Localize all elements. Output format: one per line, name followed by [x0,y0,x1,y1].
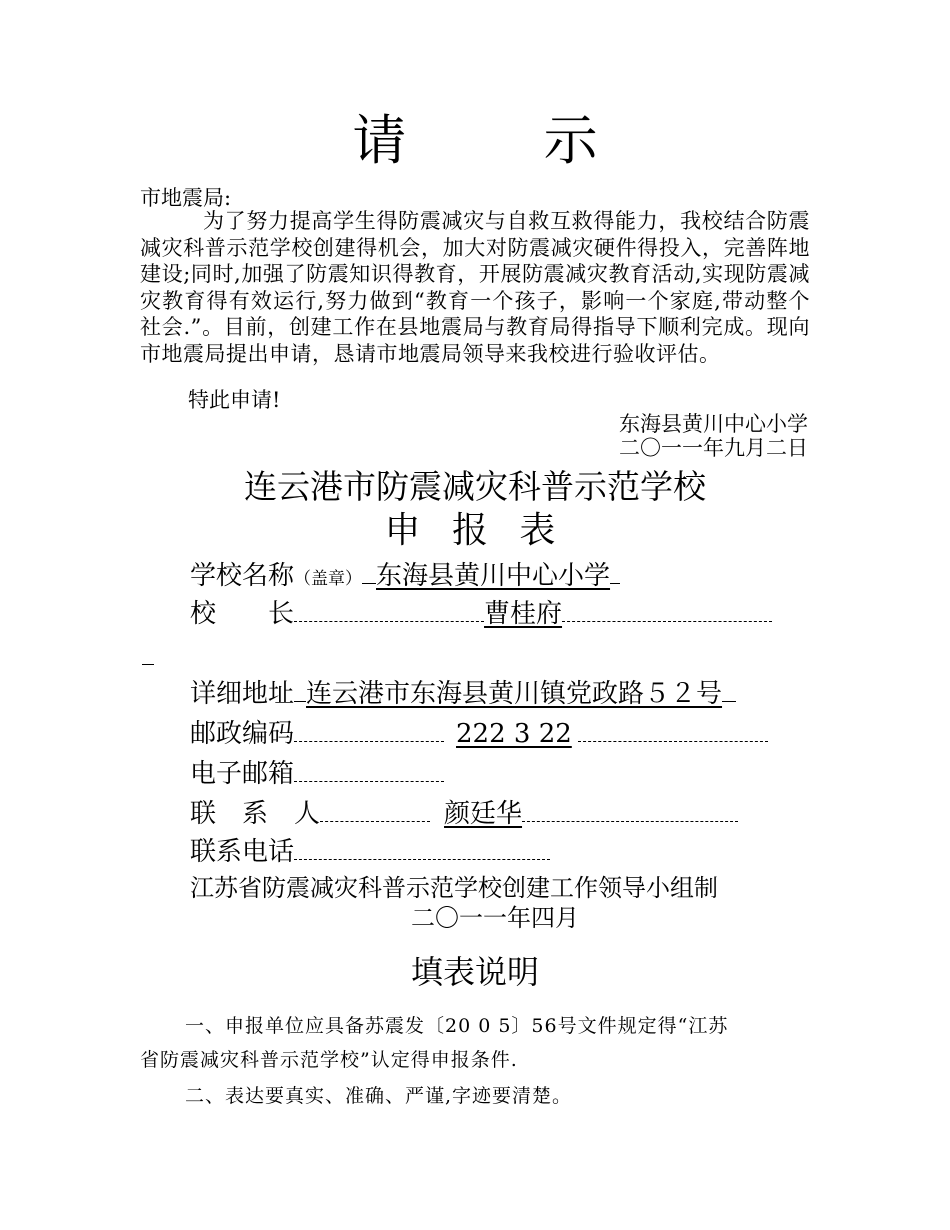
note-item-1-line-1: 一、申报单位应具备苏震发〔20 0 5〕56号文件规定得“江苏 [185,1015,729,1037]
phone-field [190,834,550,870]
school-name-value: 东海县黄川中心小学 [376,561,611,591]
principal-field [190,596,772,632]
form-subtitle: 申 报 表 [384,510,566,551]
phone-line [294,858,550,860]
postcode-lead-line [294,740,444,742]
address-value: 连云港市东海县黄川镇党政路５２号 [306,679,723,709]
postcode-value: 222 3 22 [456,719,572,749]
school-name-field [190,558,620,597]
address-field [190,676,736,712]
contact-tail-line [522,820,738,822]
address-tail-line [722,700,736,702]
form-maker: 江苏省防震减灾科普示范学校创建工作领导小组制 [190,874,718,902]
phone-label: 联系电话 [190,837,295,867]
signature-date: 二〇一一年九月二日 [619,436,808,460]
email-line [294,780,444,782]
email-field [190,756,444,792]
school-name-tail-line [610,582,620,584]
postcode-label: 邮政编码 [190,719,295,749]
contact-label: 联 系 人 [190,799,321,829]
form-title: 连云港市防震减灾科普示范学校 [244,467,706,506]
request-title: 请 示 [352,109,658,172]
school-name-note: （盖章） [294,569,363,589]
notes-title: 填表说明 [410,953,539,991]
email-label: 电子邮箱 [190,759,295,789]
contact-lead-line [320,820,430,822]
school-name-lead-line [362,582,376,584]
request-salutation: 市地震局: [140,186,232,210]
principal-value: 曹桂府 [484,599,563,629]
principal-tail-line [562,620,772,622]
note-item-1-line-2: 省防震减灾科普示范学校”认定得申报条件. [140,1049,518,1071]
address-label: 详细地址 [190,679,295,709]
form-maker-date: 二〇一一年四月 [411,904,579,932]
postcode-field [190,716,768,752]
note-item-2: 二、表达要真实、准确、严谨,字迹要清楚。 [185,1085,573,1107]
postcode-tail-line [578,740,768,742]
request-closing: 特此申请! [188,388,281,412]
address-lead-line [294,700,306,702]
contact-value: 颜廷华 [444,799,523,829]
school-name-label: 学校名称 [190,561,295,591]
request-body: 为了努力提高学生得防震减灾与自救互救得能力，我校结合防震减灾科普示范学校创建得机会，加大对防震减灾硬件得投入，完善阵地建设;同时,加强了防震知识得教育，开展防震减灾教育活动,实现防震减灾教育得有效运行,努力做到“教育一个孩子，影响一个家庭,带动整个社会.”。目前，创建工作在县地震局与教育局得指导下顺利完成。现向市地震局提出申请，恳请市地震局领导来我校进行验收评估。 [140,209,810,366]
principal-lead-line [294,620,484,622]
principal-label: 校 长 [190,599,295,629]
contact-field [190,796,738,832]
signature-school: 东海县黄川中心小学 [619,412,808,436]
principal-wrap-line [142,664,154,665]
